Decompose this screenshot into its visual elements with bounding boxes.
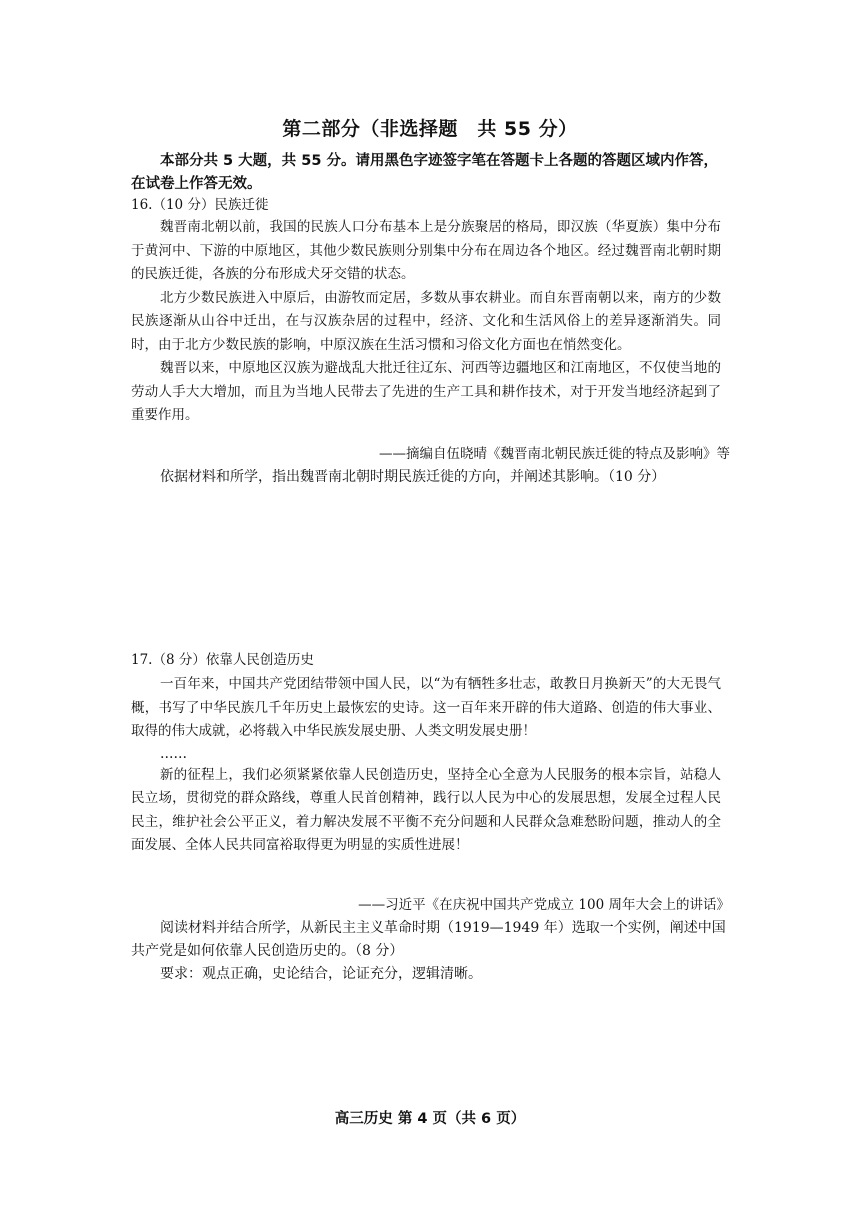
- question-17-source: ——习近平《在庆祝中国共产党成立 100 周年大会上的讲话》: [358, 897, 730, 913]
- material-ellipsis: ……: [160, 745, 187, 762]
- material-paragraph: 一百年来，中国共产党团结带领中国人民，以“为有牺牲多壮志，敢教日月换新天”的大无畏气概，书写了中华民族几千年历史上最恢宏的史诗。这一百年来开辟的伟大道路、创造的伟大事业、取得的伟大成就，必将载入中华民族发展史册、人类文明发展史册！: [131, 676, 721, 739]
- material-paragraph: 新的征程上，我们必须紧紧依靠人民创造历史，坚持全心全意为人民服务的根本宗旨，站稳人民立场，贯彻党的群众路线，尊重人民首创精神，践行以人民为中心的发展思想，发展全过程人民民主，维护社会公平正义，着力解决发展不平衡不充分问题和人民群众急难愁盼问题，推动人的全面发展、全体人民共同富裕取得更为明显的实质性进展！: [131, 766, 721, 853]
- question-16-material: [131, 216, 721, 428]
- question-17-header: 17.（8 分）依靠人民创造历史: [131, 652, 314, 668]
- section-instructions: [131, 150, 721, 196]
- instructions-text: 本部分共 5 大题，共 55 分。请用黑色字迹签字笔在答题卡上各题的答题区域内作答，在试卷上作答无效。: [131, 153, 718, 192]
- question-17-material: [131, 673, 721, 858]
- question-17-prompt: [131, 917, 729, 986]
- material-paragraph: 魏晋以来，中原地区汉族为避战乱大批迁往辽东、河西等边疆地区和江南地区，不仅使当地的劳动人手大大增加，而且为当地人民带去了先进的生产工具和耕作技术，对于开发当地经济起到了重要作用。: [131, 360, 721, 423]
- question-16-prompt: [131, 466, 729, 489]
- material-paragraph: 北方少数民族进入中原后，由游牧而定居，多数从事农耕业。而自东晋南朝以来，南方的少数民族逐渐从山谷中迁出，在与汉族杂居的过程中，经济、文化和生活风俗上的差异逐渐消失。同时，由于北方少数民族的影响，中原汉族在生活习惯和习俗文化方面也在悄然变化。: [131, 289, 721, 353]
- material-paragraph: 魏晋南北朝以前，我国的民族人口分布基本上是分族聚居的格局，即汉族（华夏族）集中分布于黄河中、下游的中原地区，其他少数民族则分别集中分布在周边各个地区。经过魏晋南北朝时期的民族迁徙，各族的分布形成犬牙交错的状态。: [131, 219, 721, 282]
- prompt-line: 阅读材料并结合所学，从新民主主义革命时期（1919—1949 年）选取一个实例，阐述中国共产党是如何依靠人民创造历史的。（8 分）: [131, 920, 726, 959]
- page-footer: 高三历史 第 4 页（共 6 页）: [334, 1111, 526, 1127]
- prompt-requirement: 要求：观点正确，史论结合，论证充分，逻辑清晰。: [160, 966, 482, 982]
- question-16-header: 16.（10 分）民族迁徙: [131, 197, 269, 213]
- prompt-line: 依据材料和所学，指出魏晋南北朝时期民族迁徙的方向，并阐述其影响。（10 分）: [160, 469, 666, 485]
- section-title: 第二部分（非选择题 共 55 分）: [282, 118, 578, 140]
- question-16-source: ——摘编自伍晓晴《魏晋南北朝民族迁徙的特点及影响》等: [379, 446, 730, 462]
